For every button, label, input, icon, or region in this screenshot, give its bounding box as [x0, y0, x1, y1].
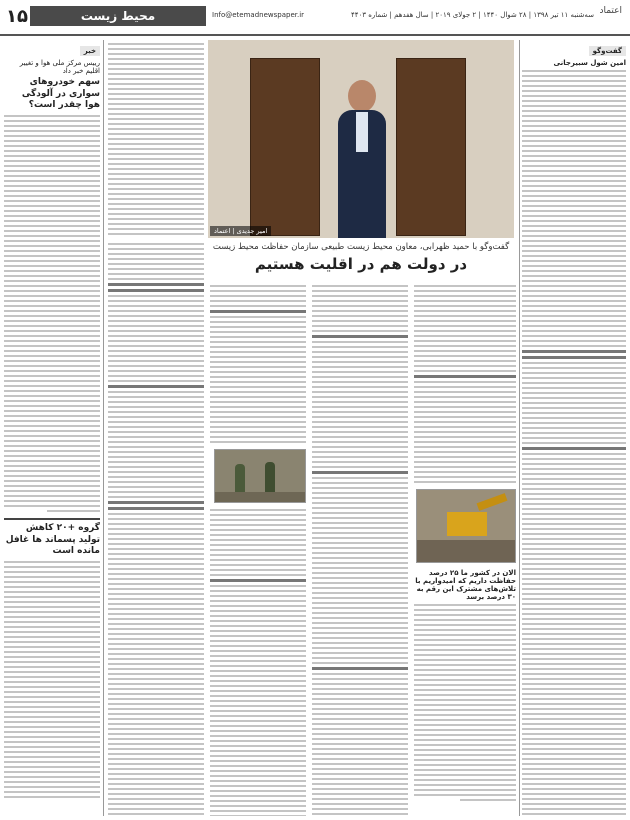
inset-photo-rangers [214, 449, 306, 503]
feature-col-3 [312, 282, 408, 816]
right-interview-column [522, 38, 626, 816]
feature-title-block [208, 242, 514, 273]
feature-col-4 [414, 282, 516, 816]
left-second-headline: گروه +۲۰ کاهش تولید پسماند ها غافل مانده است [5, 523, 100, 557]
feature-intro-text [108, 40, 204, 235]
photo-caption: امیر جدیدی | اعتماد [210, 226, 271, 236]
left-body-text [4, 115, 100, 512]
left-headline: سهم خودروهای سواری در آلودگی هوا چقدر است؟ [21, 77, 100, 111]
newspaper-logo: اعتماد [599, 6, 622, 16]
left-second-body [4, 561, 100, 798]
section-title: محیط زیست [30, 6, 206, 26]
person-figure [338, 80, 386, 238]
page-header [0, 0, 630, 36]
bookshelf-right [396, 58, 466, 236]
main-photo [208, 40, 514, 238]
feature-col-1 [108, 240, 204, 816]
left-column-label: خبر [80, 46, 100, 56]
bookshelf-left [250, 58, 320, 236]
inset-photo-excavator [416, 489, 516, 563]
feature-col-2 [210, 282, 306, 816]
feature-headline: در دولت هم در اقلیت هستیم [254, 255, 468, 273]
email-link[interactable]: Info@etemadnewspaper.ir [212, 11, 305, 19]
byline: امین شول سبیرجانی [553, 59, 626, 67]
feature-subhead: گفت‌وگو با حمید ظهرابی، معاون محیط زیست طبیعی سازمان حفاظت محیط زیست [212, 242, 510, 252]
date-line: سه‌شنبه ۱۱ تیر ۱۳۹۸ | ۲۸ شوال ۱۴۴۰ | ۲ جولای ۲۰۱۹ | سال هفدهم | شماره ۴۴۰۳ [350, 11, 594, 19]
left-news-column [4, 38, 100, 816]
right-column-label: گفت‌وگو [589, 46, 626, 56]
right-body-text [522, 70, 626, 816]
meta-line [210, 8, 594, 22]
page-number: ۱۵ [6, 6, 28, 27]
left-kicker: رییس مرکز ملی هوا و تغییر اقلیم خبر داد [19, 59, 100, 75]
column-divider [103, 40, 104, 816]
pull-quote: الان در کشور ما ۲۵ درصد حفاظت داریم که امیدواریم با تلاش‌های مشترک این رقم به ۳۰ درصد برسد [415, 569, 516, 601]
column-divider [519, 40, 520, 816]
